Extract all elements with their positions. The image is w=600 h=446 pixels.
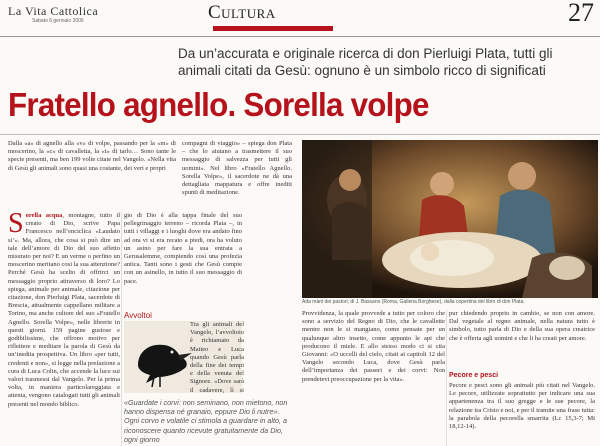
lower-column-3: Pecore e pesci sono gli animali più citati nel Vangelo. Le pecore, utilizzate soprattutto per indicare una sua appartenenza tra il suo gregge e le sue pecore, la relazione tra Cristo e noi, e per il tramite una frase tutta: la parabola della pecorella smarrita (Lc 15,3-7; Mt 18,12-14).: [449, 382, 595, 431]
lower-column-1: Provvidenza, la quale provvede a tutto per coloro che sono a servizio del Regno di Dio, che le cavallette mentre non le si mangiano, come pensate per un qualunque altro insetto, come appunto le api che producono il miele. E allo stesso modo ci si cita Giovanni: «O uccelli del cielo, citati ai capitoli 12 del Vangelo secondo Luca, dove Gesù parla dell’importanza dei passeri e dei corvi: Non prendetevi preoccupazione per la vita».: [302, 310, 445, 383]
body-column-1-text: , montagne, tutto il creato di Dio, scrive Papa Francesco nell’enciclica «Laudato si’». Ma, allora, che cosa si può dire un tale dell’amore di Dio del suo affetto misurato per noi? E un verme o perfino un moscerino meritano cosi la sua attenzione? Perché Gesù ha scelto di offrirci un messaggio proprio attraverso di loro? Lo spiega, animale per animale, citazione per citazione, don Pierluigi Plata, sacerdote di Brescia, attualmente cappellano militare a Torino, ma anche cultore del suo «Fratello Agnello. Sorella Volpe», nelle librerie in questi giorni. 159 pagine gustose e godibilissime, che offrono motivo per riflettere e meditare la parola di Gesù da un’inedita prospettiva. Un libro «per tutti, credenti e non», si legge nella prefazione a cura di Luca Colin, che accende la luce sui valori trasmessi dal Vangelo. Per la prima volta, in maniera particolareggiata e attenta, vengono catalogati tutti gli animali presenti nel mondo biblico.: [8, 212, 120, 408]
column-divider: [446, 310, 447, 446]
body-column-2: gio di Dio è alla tappa finale del suo pellegrinaggio terreno – ricorda Plata –, in tutti i villaggi e i luoghi dove era andato fino ad ora vi si era recato a piedi, ora ha voluto un asino per fare la sua entrata a Gerusalemme, compiendo così una profezia antica. Tanti sono i gesti che Gesù compie con un asinello, in tutto il suo messaggio di pace.: [124, 212, 242, 285]
sidebar-text: Tra gli animali del Vangelo, l’avvoltoio è richiamato da Matteo e Luca quando Gesù parla della fine dei tempi e della venuta del Signore. «Dove sarà il cadavere, lì si: [190, 321, 244, 393]
headline-rule: [0, 134, 600, 135]
article-headline: Fratello agnello. Sorella volpe: [8, 86, 429, 123]
section-bar: [213, 26, 333, 31]
nativity-painting: [302, 140, 598, 298]
lead-column-2: compagni di viaggio» – spiega don Plata – che lo aiutano a trasmettere il suo messaggio di salvezza per tutti gli uomini». Nel libro «Fratello Agnello. Sorella Volpe», il sacerdote ne dà una dettagliata mappatura e offre inediti spunti di meditazione.: [182, 140, 292, 197]
body-column-1: [8, 212, 120, 446]
section-label: Cultura: [208, 2, 276, 23]
pull-quote: «Guardate i corvi: non seminano, non mietono, non hanno dispensa né granaio, eppure Dio li nutre». Ogni corvo e volatile ci stimola a guardare in alto, a riconoscere quanto ricevute gratuitamente da Dio, ogni giorno: [124, 398, 288, 444]
column-divider: [121, 212, 122, 446]
masthead-title: La Vita Cattolica: [8, 4, 99, 18]
painting-illustration: [302, 140, 598, 298]
page-header: [0, 0, 600, 36]
header-rule: [0, 36, 600, 37]
dropcap: S: [8, 212, 24, 239]
page-number: 27: [568, 0, 594, 27]
body-kicker: orella acqua: [25, 212, 63, 219]
masthead-date: Sabato 6 gennaio 2006: [32, 18, 84, 24]
sidebar-heading: Avvoltoi: [124, 311, 152, 320]
lead-column-1: Dalla «a» di agnello alla «v» di volpe, passando per la «m» di moscerino, la «c» di cavalletta, la «t» di tarlo… Sono tante le specie presenti, ma ben 199 volte citate nel Vangelo. «Nella vita di Gesù gli animali sono quasi una costante, dei veri e propri: [8, 140, 176, 172]
subhead: Pecore e pesci: [449, 372, 499, 379]
article-deck: Da un’accurata e originale ricerca di don Pierluigi Plata, tutti gli animali citati da Gesù: ognuno è un simbolo ricco di significati: [178, 46, 553, 78]
lower-column-2: pur chiedendo proprio in cambio, se non con amore. Dal vegetale al regno animale, nella natura tutto è simbolo, tutto parla di Dio e della sua opera creatrice che è offerta agli uomini e che li ha creati per amore.: [449, 310, 595, 342]
photo-caption: Ada màni dei pastori, di J. Bassano (Roma, Galleria Borghese), dalla copertina del libro di don Plata.: [302, 299, 525, 305]
